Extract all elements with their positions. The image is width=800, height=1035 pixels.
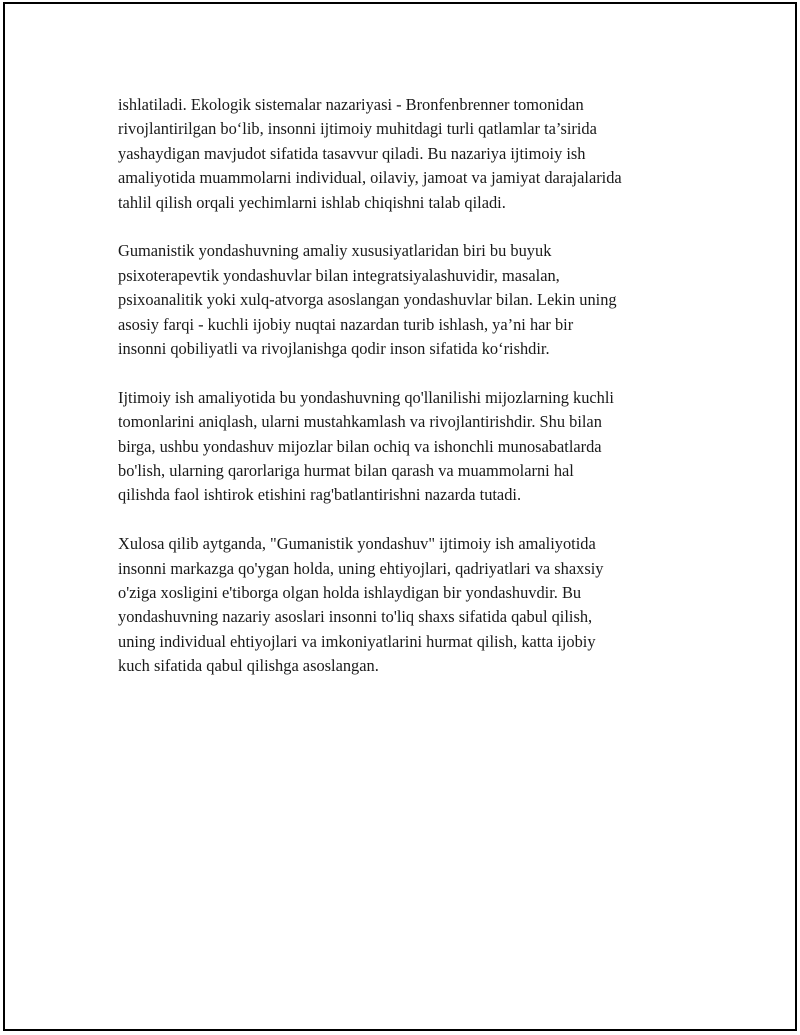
text-line: kuch sifatida qabul qilishga asoslangan. bbox=[118, 656, 379, 676]
text-line: yondashuvning nazariy asoslari insonni to'liq shaxs sifatida qabul qilish, bbox=[118, 607, 593, 627]
text-line: insonni qobiliyatli va rivojlanishga qodir inson sifatida ko‘rishdir. bbox=[118, 339, 550, 359]
paragraph-2 bbox=[118, 239, 738, 361]
text-line: tomonlarini aniqlash, ularni mustahkamlash va rivojlantirishdir. Shu bilan bbox=[118, 412, 602, 432]
paragraph-4 bbox=[118, 532, 738, 678]
document-body bbox=[118, 93, 738, 703]
text-line: bo'lish, ularning qarorlariga hurmat bilan qarash va muammolarni hal bbox=[118, 461, 574, 481]
text-line: birga, ushbu yondashuv mijozlar bilan ochiq va ishonchli munosabatlarda bbox=[118, 436, 602, 456]
text-line: amaliyotida muammolarni individual, oilaviy, jamoat va jamiyat darajalarida bbox=[118, 168, 622, 188]
paragraph-3 bbox=[118, 386, 738, 508]
text-line: Gumanistik yondashuvning amaliy xususiyatlaridan biri bu buyuk bbox=[118, 241, 552, 261]
text-line: psixoanalitik yoki xulq-atvorga asoslangan yondashuvlar bilan. Lekin uning bbox=[118, 290, 617, 310]
text-line: Ijtimoiy ish amaliyotida bu yondashuvning qo'llanilishi mijozlarning kuchli bbox=[118, 387, 614, 407]
text-line: Xulosa qilib aytganda, "Gumanistik yondashuv" ijtimoiy ish amaliyotida bbox=[118, 534, 596, 554]
text-line: ishlatiladi. Ekologik sistemalar nazariyasi - Bronfenbrenner tomonidan bbox=[118, 95, 584, 114]
text-line: yashaydigan mavjudot sifatida tasavvur qiladi. Bu nazariya ijtimoiy ish bbox=[118, 143, 586, 163]
text-line: psixoterapevtik yondashuvlar bilan integratsiyalashuvidir, masalan, bbox=[118, 265, 560, 285]
text-line: insonni markazga qo'ygan holda, uning ehtiyojlari, qadriyatlari va shaxsiy bbox=[118, 558, 604, 578]
text-line: o'ziga xosligini e'tiborga olgan holda ishlaydigan bir yondashuvdir. Bu bbox=[118, 583, 582, 603]
text-line: qilishda faol ishtirok etishini rag'batlantirishni nazarda tutadi. bbox=[118, 485, 522, 505]
text-line: rivojlantirilgan bo‘lib, insonni ijtimoiy muhitdagi turli qatlamlar ta’sirida bbox=[118, 119, 597, 139]
text-line: uning individual ehtiyojlari va imkoniyatlarini hurmat qilish, katta ijobiy bbox=[118, 631, 596, 651]
text-line: tahlil qilish orqali yechimlarni ishlab chiqishni talab qiladi. bbox=[118, 192, 506, 212]
text-line: asosiy farqi - kuchli ijobiy nuqtai nazardan turib ishlash, ya’ni har bir bbox=[118, 314, 574, 334]
paragraph-1 bbox=[118, 93, 738, 215]
